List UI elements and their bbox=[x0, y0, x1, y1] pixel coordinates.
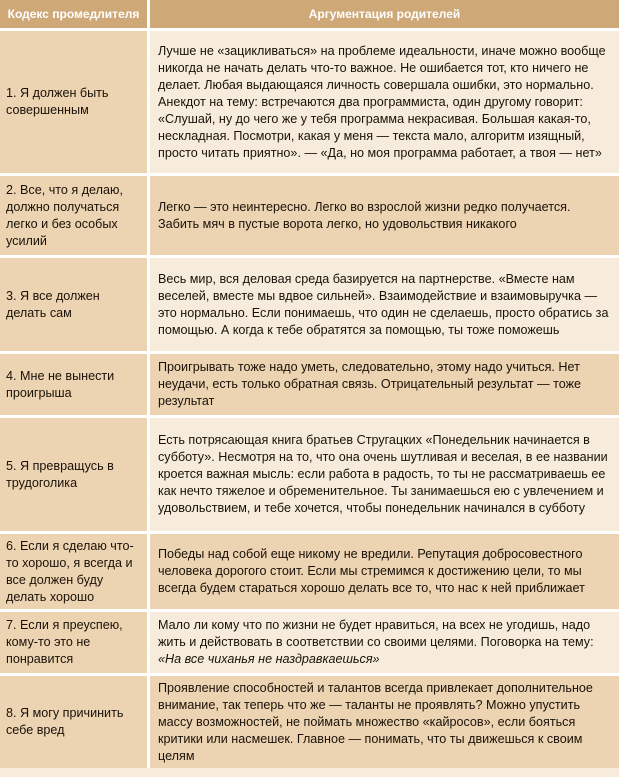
row-code: 2. Все, что я делаю, должно получаться легко и без особых усилий bbox=[0, 176, 150, 258]
argument-text: Мало ли кому что по жизни не будет нравиться, на всех не угодишь, надо жить и действовать в соответствии со своими целями. Поговорка на тему: bbox=[158, 618, 594, 649]
row-argument: Есть потрясающая книга братьев Стругацких «Понедельник начинается в субботу». Несмотря на то, что она очень шутливая и веселая, в ее названии кроется важная мысль: если работа в радость, то ты не рассматриваешь ее как нечто тяжелое и обременительное. Ты занимаешься ею с увлечением и удовольствием, и тебе хочется, чтобы понедельник начинался в субботу bbox=[150, 418, 619, 534]
row-argument: Проигрывать тоже надо уметь, следовательно, этому надо учиться. Нет неудачи, есть только обратная связь. Отрицательный результат — тоже результат bbox=[150, 354, 619, 418]
row-code: 4. Мне не вынести проигрыша bbox=[0, 354, 150, 418]
table-row bbox=[0, 676, 619, 768]
header-code: Кодекс промедлителя bbox=[0, 0, 150, 31]
row-argument bbox=[150, 612, 619, 676]
table-row bbox=[0, 176, 619, 258]
table-row bbox=[0, 418, 619, 534]
row-argument: Проявление способностей и талантов всегда привлекает дополнительное внимание, так теперь что же — таланты не проявлять? Можно упустить массу возможностей, не поймать множество «кайросов», если бояться критики или насмешек. Главное — понимать, что ты движешься к своим целям bbox=[150, 676, 619, 768]
table-row bbox=[0, 354, 619, 418]
table-row bbox=[0, 534, 619, 612]
table-header-row bbox=[0, 0, 619, 31]
row-code: 8. Я могу причинить себе вред bbox=[0, 676, 150, 768]
table-row bbox=[0, 612, 619, 676]
table-row bbox=[0, 258, 619, 354]
row-argument: Легко — это неинтересно. Легко во взрослой жизни редко получается. Забить мяч в пустые ворота легко, но удовольствия никакого bbox=[150, 176, 619, 258]
row-code: 3. Я все должен делать сам bbox=[0, 258, 150, 354]
row-argument: Лучше не «зацикливаться» на проблеме идеальности, иначе можно вообще никогда не начать делать что-то важное. Не ошибается тот, кто ничего не делает. Любая выдающаяся личность совершала ошибки, это нормально. Анекдот на тему: встречаются два программиста, один другому говорит: «Слушай, ну до чего же у тебя программа некрасивая. Большая какая-то, нескладная. Посмотри, какая у меня — текста мало, алгоритм изящный, просто читать приятно». — «Да, но моя программа работает, а твоя — нет» bbox=[150, 31, 619, 176]
header-argument: Аргументация родителей bbox=[150, 0, 619, 31]
row-code: 7. Если я преуспею, кому-то это не понравится bbox=[0, 612, 150, 676]
row-code: 5. Я превращусь в трудоголика bbox=[0, 418, 150, 534]
proverb-quote: «На все чиханья не наздравкаешься» bbox=[158, 652, 380, 666]
row-code: 6. Если я сделаю что-то хорошо, я всегда и все должен буду делать хорошо bbox=[0, 534, 150, 612]
row-argument: Весь мир, вся деловая среда базируется на партнерстве. «Вместе нам веселей, вместе мы вдвое сильней». Взаимодействие и взаимовыручка — это нормально. Если понимаешь, что один не сделаешь, просто обратись за помощью. А когда к тебе обратятся за помощью, ты тоже поможешь bbox=[150, 258, 619, 354]
table-row bbox=[0, 31, 619, 176]
row-argument: Победы над собой еще никому не вредили. Репутация добросовестного человека дорогого стоит. Если мы стремимся к достижению цели, то мы всегда будем стараться хорошо делать все то, что нас к ней приближает bbox=[150, 534, 619, 612]
row-code: 1. Я должен быть совершенным bbox=[0, 31, 150, 176]
